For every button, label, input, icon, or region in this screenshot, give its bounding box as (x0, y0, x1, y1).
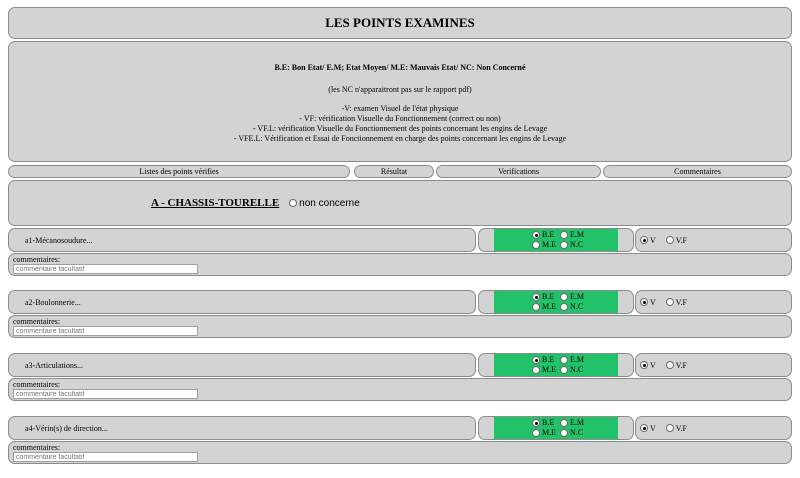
comment-panel (8, 315, 792, 338)
page-title-panel (8, 7, 792, 39)
verif-vf-option[interactable] (666, 361, 687, 370)
page-title: LES POINTS EXAMINES (325, 15, 475, 30)
legend-codes: B.E: Bon Etat/ E.M; Etat Moyen/ M.E: Mauvais Etat/ NC: Non Concerné (274, 63, 526, 72)
item-label: a3-Articulations... (25, 360, 83, 370)
item-label: a2-Boulonnerie... (25, 297, 81, 307)
item-label: a4-Vérin(s) de direction... (25, 423, 108, 433)
verif-vf-radio[interactable] (666, 236, 674, 244)
result-nc-label: N.C (570, 428, 584, 437)
verification-panel (635, 416, 792, 440)
comment-input[interactable] (13, 264, 198, 274)
verif-v-label: V (650, 360, 656, 370)
verif-v-option[interactable] (640, 298, 656, 307)
result-be-radio[interactable] (532, 231, 540, 239)
result-nc-option[interactable] (560, 365, 588, 375)
comment-panel (8, 378, 792, 401)
result-nc-radio[interactable] (560, 366, 568, 374)
header-verifications: Verifications (436, 165, 601, 178)
item-label: a1-Mécanosoudure... (25, 235, 93, 245)
result-em-label: E.M (570, 230, 584, 239)
result-em-option[interactable] (560, 418, 588, 428)
verif-vf-option[interactable] (666, 236, 687, 245)
result-me-radio[interactable] (532, 366, 540, 374)
verif-vf-radio[interactable] (666, 424, 674, 432)
result-em-radio[interactable] (560, 356, 568, 364)
result-me-radio[interactable] (532, 303, 540, 311)
result-em-label: E.M (570, 418, 584, 427)
comment-panel (8, 253, 792, 276)
result-me-option[interactable] (532, 428, 560, 438)
legend-line: - VF.L: vérification Visuelle du Fonctionnement des points concernant les engins de Levage (252, 124, 548, 133)
result-be-radio[interactable] (532, 419, 540, 427)
section-panel (8, 180, 792, 226)
verif-vf-label: V.F (675, 360, 687, 370)
result-nc-option[interactable] (560, 428, 588, 438)
result-me-label: M.E (542, 240, 556, 249)
comment-label: commentaires: (13, 380, 61, 389)
result-be-option[interactable] (532, 355, 560, 365)
non-concerne-radio[interactable] (289, 199, 297, 207)
verif-v-radio[interactable] (640, 361, 648, 369)
verif-v-option[interactable] (640, 424, 656, 433)
result-em-radio[interactable] (560, 293, 568, 301)
verification-panel (635, 228, 792, 252)
comment-input[interactable] (13, 452, 198, 462)
result-panel (478, 290, 634, 314)
verif-vf-option[interactable] (666, 424, 687, 433)
verif-v-label: V (650, 297, 656, 307)
result-be-option[interactable] (532, 230, 560, 240)
result-em-option[interactable] (560, 355, 588, 365)
result-me-option[interactable] (532, 302, 560, 312)
result-me-option[interactable] (532, 240, 560, 250)
result-me-radio[interactable] (532, 241, 540, 249)
verif-vf-option[interactable] (666, 298, 687, 307)
result-be-radio[interactable] (532, 293, 540, 301)
verification-panel (635, 353, 792, 377)
result-nc-radio[interactable] (560, 303, 568, 311)
verif-v-radio[interactable] (640, 298, 648, 306)
legend-panel (8, 41, 792, 162)
comment-label: commentaires: (13, 443, 61, 452)
result-panel (478, 228, 634, 252)
result-be-option[interactable] (532, 418, 560, 428)
verif-v-option[interactable] (640, 236, 656, 245)
result-be-label: B.E (542, 418, 555, 427)
result-options (494, 354, 618, 376)
result-be-label: B.E (542, 230, 555, 239)
header-comments: Commentaires (603, 165, 792, 178)
verif-vf-label: V.F (675, 423, 687, 433)
result-me-label: M.E (542, 302, 556, 311)
comment-panel (8, 441, 792, 464)
verif-vf-radio[interactable] (666, 361, 674, 369)
result-me-option[interactable] (532, 365, 560, 375)
result-be-label: B.E (542, 355, 555, 364)
result-em-radio[interactable] (560, 419, 568, 427)
verif-v-radio[interactable] (640, 236, 648, 244)
header-points: Listes des points vérifies (8, 165, 350, 178)
section-title: A - CHASSIS-TOURELLE (151, 197, 280, 209)
verif-vf-label: V.F (675, 235, 687, 245)
comment-input[interactable] (13, 389, 198, 399)
result-nc-option[interactable] (560, 240, 588, 250)
legend-note: (les NC n'apparaitront pas sur le rapport pdf) (328, 85, 472, 94)
result-be-radio[interactable] (532, 356, 540, 364)
non-concerne-option[interactable] (289, 198, 360, 209)
result-options (494, 291, 618, 313)
result-em-option[interactable] (560, 292, 588, 302)
result-em-label: E.M (570, 292, 584, 301)
result-options (494, 417, 618, 439)
result-me-radio[interactable] (532, 429, 540, 437)
result-me-label: M.E (542, 428, 556, 437)
item-label-panel (8, 416, 476, 440)
legend-lines (9, 104, 791, 144)
comment-label: commentaires: (13, 255, 61, 264)
result-nc-label: N.C (570, 302, 584, 311)
result-nc-radio[interactable] (560, 241, 568, 249)
result-em-radio[interactable] (560, 231, 568, 239)
verification-panel (635, 290, 792, 314)
result-nc-label: N.C (570, 240, 584, 249)
result-panel (478, 416, 634, 440)
result-be-option[interactable] (532, 292, 560, 302)
verif-vf-label: V.F (675, 297, 687, 307)
verif-v-radio[interactable] (640, 424, 648, 432)
result-be-label: B.E (542, 292, 555, 301)
comment-label: commentaires: (13, 317, 61, 326)
verif-v-label: V (650, 423, 656, 433)
result-nc-option[interactable] (560, 302, 588, 312)
legend-line: - VF: vérification Visuelle du Fonctionnement (correct ou non) (299, 114, 501, 123)
verif-vf-radio[interactable] (666, 298, 674, 306)
comment-input[interactable] (13, 326, 198, 336)
verif-v-option[interactable] (640, 361, 656, 370)
result-nc-radio[interactable] (560, 429, 568, 437)
result-me-label: M.E (542, 365, 556, 374)
result-options (494, 229, 618, 251)
result-em-option[interactable] (560, 230, 588, 240)
result-nc-label: N.C (570, 365, 584, 374)
header-result: Résultat (354, 165, 434, 178)
item-label-panel (8, 290, 476, 314)
item-label-panel (8, 353, 476, 377)
legend-line: -V: examen Visuel de l'état physique (341, 104, 459, 113)
non-concerne-label: non concerne (299, 197, 360, 209)
legend-line: - VFE.L: Vérification et Essai de Fonctionnement en charge des points concernant les engins de Levage (233, 134, 567, 143)
item-label-panel (8, 228, 476, 252)
verif-v-label: V (650, 235, 656, 245)
result-em-label: E.M (570, 355, 584, 364)
result-panel (478, 353, 634, 377)
